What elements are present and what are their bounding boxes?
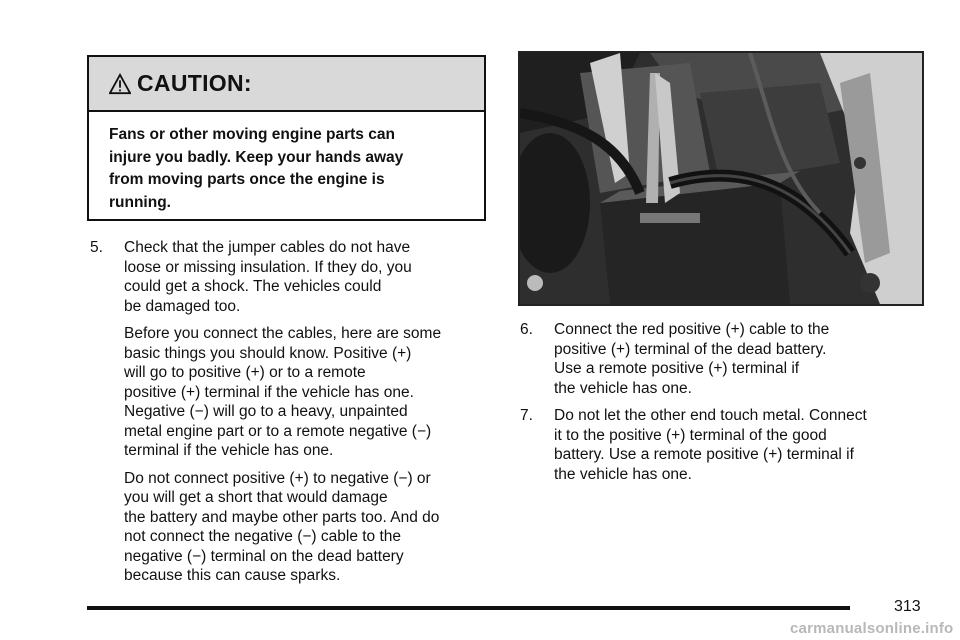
page-number: 313 — [894, 598, 921, 615]
step-line: the vehicle has one. — [554, 379, 692, 397]
paragraph-line: Before you connect the cables, here are some — [124, 325, 442, 342]
paragraph-line: will go to positive (+) or to a remote — [124, 364, 366, 381]
paragraph-line: Negative (−) will go to a heavy, unpainted — [124, 403, 408, 420]
jumper-cable-battery-illustration — [520, 53, 922, 304]
caution-box — [87, 55, 486, 221]
step-number: 6. — [520, 321, 533, 338]
step-line: battery. Use a remote positive (+) terminal if — [554, 446, 854, 463]
paragraph-line: Do not connect positive (+) to negative (−) or — [124, 469, 431, 487]
paragraph-line: metal engine part or to a remote negative (−) — [124, 422, 432, 440]
footer-rule — [87, 606, 850, 610]
step-line: could get a shock. The vehicles could — [124, 278, 382, 295]
paragraph-warning — [90, 469, 500, 586]
caution-line: injure you badly. Keep your hands away — [109, 148, 404, 166]
step-line: Check that the jumper cables do not have — [124, 239, 411, 256]
caution-text — [89, 112, 484, 214]
paragraph-line: not connect the negative (−) cable to the — [124, 528, 402, 545]
paragraph-line: the battery and maybe other parts too. And do — [124, 508, 440, 526]
steps-6-7 — [520, 320, 930, 484]
paragraph-basics — [90, 324, 500, 461]
caution-title: CAUTION: — [137, 70, 252, 96]
step-line: the vehicle has one. — [554, 465, 692, 483]
caution-line: running. — [109, 193, 171, 211]
paragraph-line: positive (+) terminal if the vehicle has one. — [124, 383, 414, 401]
step-line: loose or missing insulation. If they do, you — [124, 258, 412, 276]
watermark: carmanualsonline.info — [790, 620, 954, 637]
caution-line: from moving parts once the engine is — [109, 171, 385, 188]
paragraph-line: you will get a short that would damage — [124, 489, 388, 506]
step-line: Do not let the other end touch metal. Connect — [554, 407, 867, 424]
step-line: positive (+) terminal of the dead battery. — [554, 340, 827, 358]
step-line: Connect the red positive (+) cable to the — [554, 321, 830, 338]
step-6 — [520, 320, 930, 398]
step-line: Use a remote positive (+) terminal if — [554, 360, 800, 377]
step-number: 5. — [90, 239, 103, 256]
step-7 — [520, 406, 930, 484]
step-line: it to the positive (+) terminal of the good — [554, 426, 827, 444]
caution-header — [89, 57, 484, 112]
paragraph-line: because this can cause sparks. — [124, 567, 341, 584]
step-5 — [90, 238, 500, 586]
step-line: be damaged too. — [124, 297, 241, 315]
paragraph-line: basic things you should know. Positive (+) — [124, 344, 412, 362]
engine-bay-photo — [518, 51, 924, 306]
step-number: 7. — [520, 407, 533, 424]
paragraph-line: negative (−) terminal on the dead battery — [124, 547, 404, 565]
caution-line: Fans or other moving engine parts can — [109, 126, 395, 143]
paragraph-line: terminal if the vehicle has one. — [124, 442, 334, 459]
warning-triangle-icon — [109, 73, 131, 95]
